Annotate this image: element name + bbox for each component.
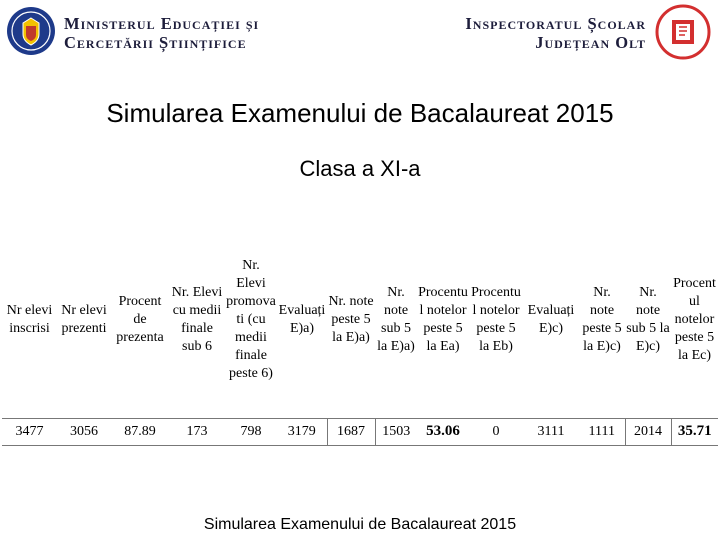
- col-header-above-5-ea: Nr. note peste 5 la E)a): [328, 293, 374, 345]
- cell-below-6: 173: [169, 418, 225, 445]
- col-header-present: Nr elevi prezenti: [61, 302, 107, 336]
- page-footer: Simularea Examenului de Bacalaureat 2015: [203, 516, 517, 533]
- col-header-percent-ec: Procentul notelor peste 5 la Ec): [673, 275, 716, 363]
- col-header-percent-eb: Procentul notelor peste 5 la Eb): [471, 284, 521, 354]
- table-row: [2, 418, 718, 445]
- cell-above-5-ea: 1687: [327, 418, 375, 445]
- ministry-name: [64, 14, 259, 52]
- ministry-name-line1: Ministerul Educației și: [64, 14, 260, 33]
- isj-olt-emblem-icon: [654, 4, 712, 60]
- col-header-evaluated-ec: Evaluați E)c): [527, 302, 575, 336]
- cell-evaluated-ec: 3111: [523, 418, 579, 445]
- col-header-above-5-ec: Nr. note peste 5 la E)c): [582, 284, 622, 354]
- cell-below-5-ec: 2014: [625, 418, 671, 445]
- cell-attendance-percent: 87.89: [111, 418, 169, 445]
- cell-below-5-ea: 1503: [375, 418, 417, 445]
- inspectorate-name: [465, 14, 646, 52]
- col-header-attendance-percent: Procent de prezenta: [116, 293, 164, 345]
- page-subtitle: Clasa a XI-a: [299, 156, 421, 181]
- cell-percent-eb: 0: [469, 418, 523, 445]
- inspectorate-name-line2: Județean Olt: [535, 33, 646, 52]
- col-header-enrolled: Nr elevi inscrisi: [6, 302, 53, 336]
- inspectorate-name-line1: Inspectoratul Școlar: [465, 14, 646, 33]
- cell-promoted: 798: [225, 418, 277, 445]
- table-header-row: [2, 222, 718, 418]
- col-header-percent-ea: Procentul notelor peste 5 la Ea): [418, 284, 468, 354]
- page-header: [0, 0, 720, 62]
- cell-above-5-ec: 1111: [579, 418, 625, 445]
- cell-enrolled: 3477: [2, 418, 57, 445]
- col-header-promoted: Nr. Elevi promovati (cu medii finale peste 6): [226, 257, 276, 381]
- col-header-evaluated-ea: Evaluați E)a): [278, 302, 326, 336]
- results-table: [2, 222, 718, 446]
- col-header-below-5-ec: Nr. note sub 5 la E)c): [626, 284, 670, 354]
- col-header-below-6: Nr. Elevi cu medii finale sub 6: [171, 284, 223, 354]
- cell-evaluated-ea: 3179: [277, 418, 327, 445]
- page-title: Simularea Examenului de Bacalaureat 2015: [106, 98, 614, 128]
- cell-present: 3056: [57, 418, 111, 445]
- ministry-name-line2: Cercetării Științifice: [64, 33, 247, 52]
- cell-percent-ea: 53.06: [417, 418, 469, 445]
- romania-coat-of-arms-icon: [6, 6, 56, 56]
- cell-percent-ec: 35.71: [671, 418, 718, 445]
- col-header-below-5-ea: Nr. note sub 5 la E)a): [377, 284, 415, 354]
